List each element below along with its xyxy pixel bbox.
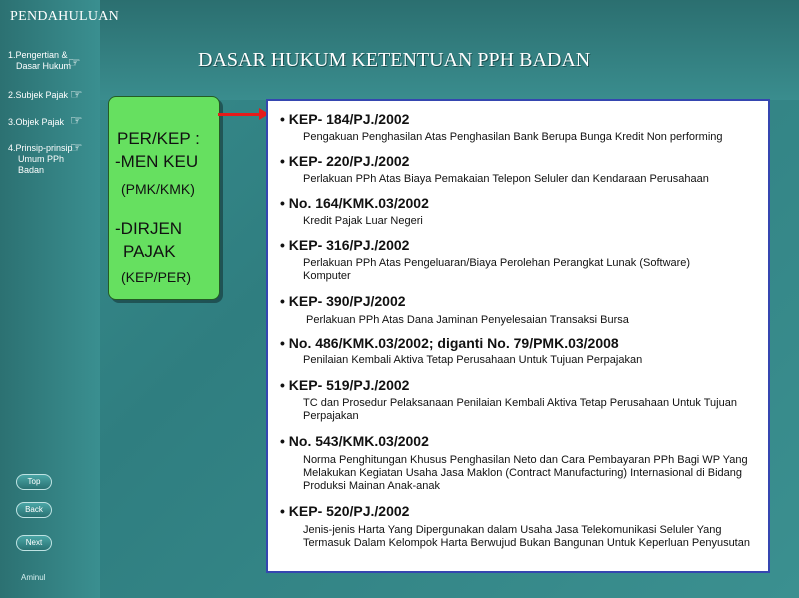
sidebar-item-label-2: Umum PPh (18, 154, 65, 164)
regulation-ref: • No. 543/KMK.03/2002 (280, 433, 429, 449)
regulation-desc: TC dan Prosedur Pelaksanaan Penilaian Kembali Aktiva Tetap Perusahaan Untuk Tujuan Perpajakan (303, 397, 737, 422)
regulation-ref: • KEP- 519/PJ./2002 (280, 377, 410, 393)
sidebar-item-label: 2.Subjek Pajak (8, 90, 69, 100)
green-box-line: (PMK/KMK) (121, 181, 195, 197)
sidebar-item-label: 3.Objek Pajak (8, 117, 65, 127)
regulation-desc: Perlakuan PPh Atas Dana Jaminan Penyelesaian Transaksi Bursa (306, 314, 629, 326)
regulation-ref: • KEP- 220/PJ./2002 (280, 153, 410, 169)
green-box-line: (KEP/PER) (121, 269, 192, 285)
sidebar-item-prinsip[interactable] (8, 143, 73, 176)
next-button[interactable]: Next (16, 535, 52, 551)
sidebar-item-label-2: Dasar Hukum (16, 61, 72, 71)
regulation-ref: • No. 486/KMK.03/2002; diganti No. 79/PMK.03/2008 (280, 335, 619, 351)
green-box-line: PAJAK (123, 242, 176, 261)
regulation-desc: Kredit Pajak Luar Negeri (303, 215, 423, 227)
green-box-line: -MEN KEU (115, 152, 199, 171)
arrow-connector (218, 113, 262, 116)
regulation-desc: Perlakuan PPh Atas Pengeluaran/Biaya Perolehan Perangkat Lunak (Software) Komputer (303, 257, 691, 282)
pointing-hand-icon: ☞ (70, 139, 83, 155)
regulation-ref: • KEP- 184/PJ./2002 (280, 111, 410, 127)
green-box-line: PER/KEP : (117, 129, 200, 148)
regulation-desc: Norma Penghitungan Khusus Penghasilan Neto dan Cara Pembayaran PPh Bagi WP Yang Melakukan Kegiatan Usaha Jasa Maklon (Contract Manufacturing) Internasional di Bidang Produksi Mainan Anak-anak (303, 454, 748, 492)
top-button[interactable]: Top (16, 474, 52, 490)
sidebar-item-label: 1.Pengertian & (8, 50, 68, 60)
page-title: DASAR HUKUM KETENTUAN PPH BADAN (198, 49, 591, 71)
section-title: PENDAHULUAN (10, 9, 120, 24)
pointing-hand-icon: ☞ (68, 54, 81, 70)
sidebar-item-objek[interactable] (8, 117, 64, 128)
sidebar-item-subjek[interactable] (8, 90, 68, 101)
regulation-desc: Pengakuan Penghasilan Atas Penghasilan Bank Berupa Bunga Kredit Non performing (303, 131, 723, 143)
regulation-ref: • No. 164/KMK.03/2002 (280, 195, 429, 211)
pointing-hand-icon: ☞ (70, 112, 83, 128)
sidebar-item-label: 4.Prinsip-prinsip (8, 143, 73, 153)
pointing-hand-icon: ☞ (70, 86, 83, 102)
regulation-desc: Penilaian Kembali Aktiva Tetap Perusahaan Untuk Tujuan Perpajakan (303, 354, 643, 366)
regulation-ref: • KEP- 520/PJ./2002 (280, 503, 410, 519)
regulation-list-box (266, 99, 770, 573)
regulation-type-box (108, 96, 220, 300)
regulation-desc: Perlakuan PPh Atas Biaya Pemakaian Telepon Seluler dan Kendaraan Perusahaan (303, 173, 709, 185)
regulation-desc: Jenis-jenis Harta Yang Dipergunakan dalam Usaha Jasa Telekomunikasi Seluler Yang Termasuk Dalam Kelompok Harta Berwujud Bukan Bangunan Untuk Keperluan Penyusutan (303, 524, 750, 549)
regulation-ref: • KEP- 316/PJ./2002 (280, 237, 410, 253)
sidebar-item-pengertian[interactable] (8, 50, 71, 72)
green-box-line: -DIRJEN (115, 219, 183, 238)
back-button[interactable]: Back (16, 502, 52, 518)
regulation-ref: • KEP- 390/PJ/2002 (280, 293, 406, 309)
sidebar-item-label-3: Badan (18, 165, 45, 175)
author-label: Aminul (21, 573, 46, 582)
